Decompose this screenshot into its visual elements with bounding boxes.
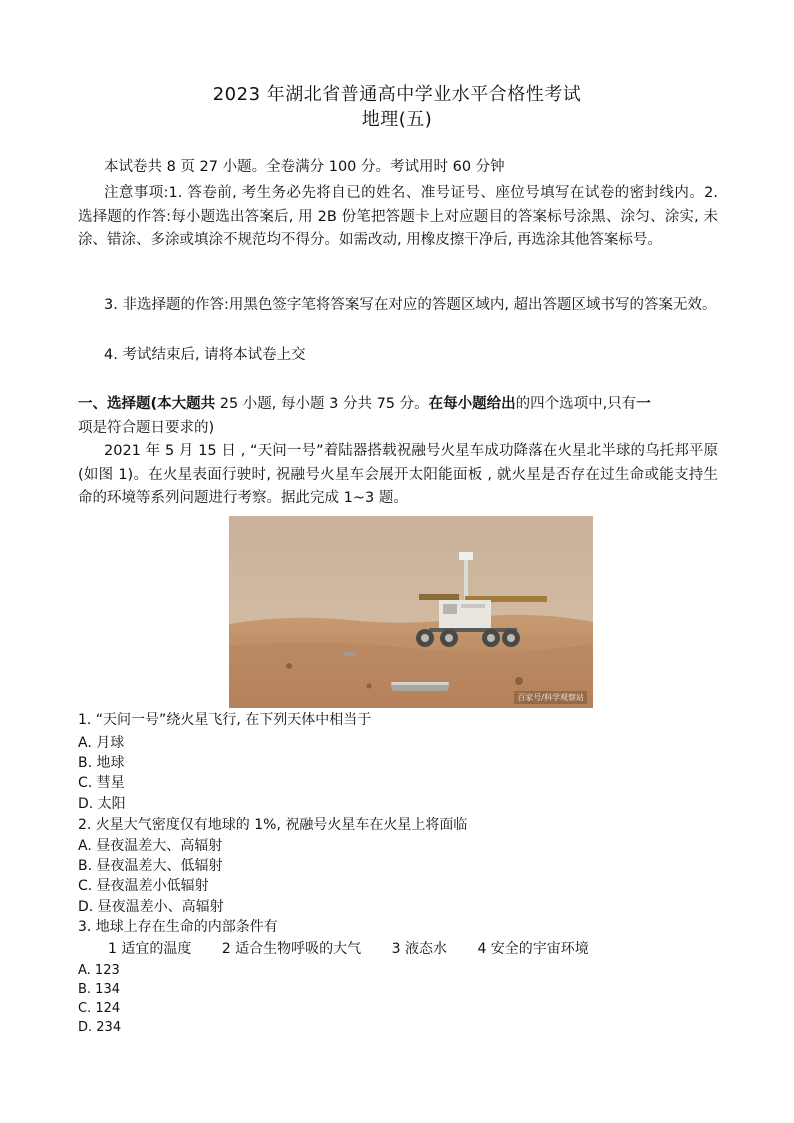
exam-title: 2023 年湖北省普通高中学业水平合格性考试 (212, 84, 582, 105)
question-3-option-d: D. 234 (78, 1020, 122, 1035)
section-desc-bold-1: (本大题共 (150, 396, 216, 412)
photo-watermark: 百家号/科学观察站 (514, 691, 587, 704)
question-3-option-a: A. 123 (78, 963, 120, 978)
story-text: 2021 年 5 月 15 日 , “天问一号”着陆器搭载祝融号火星车成功降落在火星北半球的乌托邦平原(如图 1)。在火星表面行驶时, 祝融号火星车会展开太阳能面板 , 就火星是否存在过生命或能支持生命的环境等系列问题进行考察。据此完成 1~3 题。 (78, 443, 718, 506)
question-3-conditions (108, 939, 615, 959)
question-2-option-a: A. 昼夜温差大、高辐射 (78, 838, 223, 854)
note-text-4: 4. 考试结束后, 请将本试卷上交 (104, 347, 306, 363)
note-text-3: 3. 非选择题的作答:用黑色签字笔将答案写在对应的答题区域内, 超出答题区域书写的答案无效。 (104, 297, 717, 313)
question-3-option-b: B. 134 (78, 982, 120, 997)
note-text-1: 注意事项:1. 答卷前, 考生务必先将自已的姓名、准号证号、座位号填写在试卷的密封线内。2. 选择题的作答:每小题选出答案后, 用 2B 份笔把答题卡上对应题目的答案标号涂黑、涂匀、涂实, 未涂、错涂、多涂或填涂不规范均不得分。如需改动, 用橡皮擦干净后, 再选涂其他答案标号。 (78, 185, 718, 248)
condition-2: 2 适合生物呼吸的大气 (221, 941, 362, 957)
condition-1: 1 适宜的温度 (108, 941, 192, 957)
mars-rover-photo (229, 516, 593, 708)
question-1-option-b: B. 地球 (78, 755, 125, 771)
question-1-option-d: D. 太阳 (78, 796, 126, 812)
section-desc-mid: 25 小题, 每小题 3 分共 75 分。 (215, 396, 429, 412)
question-3-stem: 3. 地球上存在生命的内部条件有 (78, 919, 278, 935)
exam-subtitle: 地理(五) (361, 109, 433, 130)
section-desc-bold-2: 在每小题给出 (428, 396, 516, 412)
question-1-stem: 1. “天问一号”绕火星飞行, 在下列天体中相当于 (78, 712, 372, 728)
question-1-option-a: A. 月球 (78, 735, 125, 751)
section-heading (78, 393, 718, 440)
section-desc-tail: 的四个选项中,只有 (515, 396, 637, 412)
condition-3: 3 液态水 (391, 941, 447, 957)
intro-text: 本试卷共 8 页 27 小题。全卷满分 100 分。考试用时 60 分钟 (104, 159, 505, 175)
question-2-option-c: C. 昼夜温差小低辐射 (78, 878, 209, 894)
condition-4: 4 安全的宇宙环境 (477, 941, 589, 957)
question-2-option-b: B. 昼夜温差大、低辐射 (78, 858, 223, 874)
question-3-option-c: C. 124 (78, 1001, 121, 1016)
question-2-stem: 2. 火星大气密度仅有地球的 1%, 祝融号火星车在火星上将面临 (78, 817, 468, 833)
section-label: 一、选择题 (78, 396, 151, 412)
question-2-option-d: D. 昼夜温差小、高辐射 (78, 899, 224, 915)
section-desc-bold-3: 一 (636, 396, 651, 412)
question-1-option-c: C. 彗星 (78, 775, 125, 791)
section-desc-line2: 项是符合题日要求的) (78, 419, 215, 436)
